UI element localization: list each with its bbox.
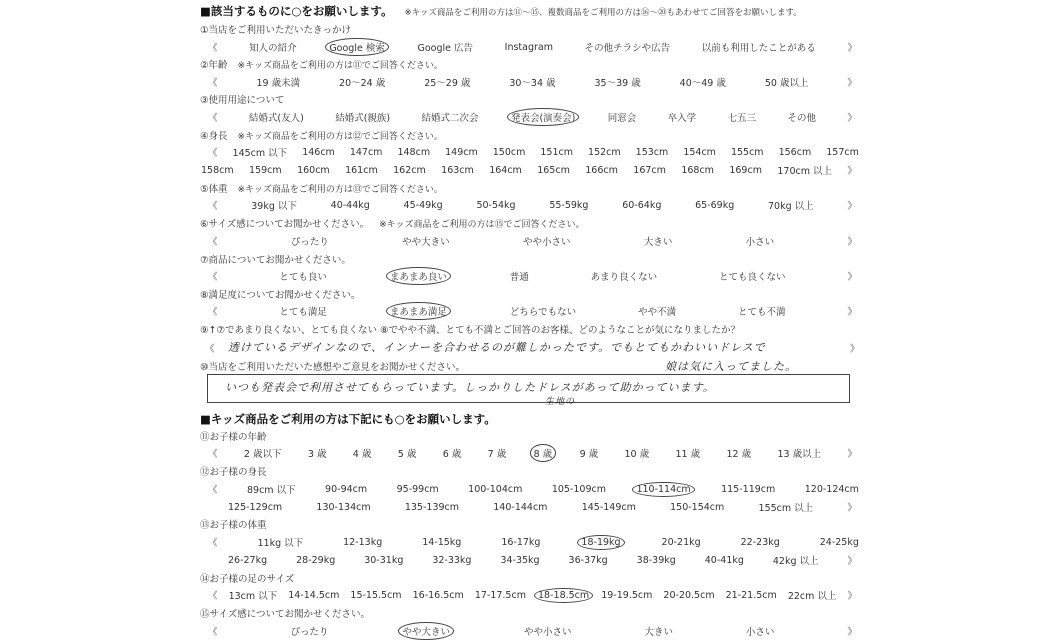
option-q7[interactable]: とても良くない [719,272,786,283]
option-q7-selected[interactable]: まあまあ良い [386,267,451,285]
option-q8[interactable]: やや不満 [638,307,677,318]
option-q2[interactable]: 20〜24 歳 [339,78,386,89]
option-q4[interactable]: 161cm [345,164,378,176]
option-q3-selected[interactable]: 発表会(演奏会) [507,108,579,126]
option-q13[interactable]: 32-33kg [432,554,472,566]
option-q4[interactable]: 164cm [489,164,522,176]
option-q5[interactable]: 65-69kg [695,199,735,211]
open-bracket: 《 [208,591,218,602]
q3-options-row [205,109,860,125]
q14-label [200,571,294,585]
q11-label [200,429,267,443]
q9-answer: 透けているデザインなので、インナーを合わせるのが難しかったです。でもとてもかわいいドレスで [228,341,766,354]
option-q2[interactable]: 19 歳未満 [256,78,301,89]
q6-note: ※キッズ商品をご利用の方は⑮でご回答ください。 [379,220,585,230]
q2-label-text: ②年齢 [200,60,228,71]
close-bracket: 》 [847,166,857,177]
q4-options-row [205,144,862,160]
q13-label-text: ⑬お子様の体重 [200,520,267,531]
option-q8[interactable]: とても満足 [279,307,327,318]
q8-options-row [205,303,860,319]
option-q4[interactable]: 155cm [730,146,764,158]
q9-label [200,322,740,336]
q12-label-text: ⑫お子様の身長 [200,467,267,478]
option-q12[interactable]: 130-134cm [316,501,371,513]
option-q8[interactable]: どちらでもない [509,307,577,318]
option-q14[interactable]: 21-21.5cm [725,589,777,601]
option-q11[interactable]: 7 歳 [487,449,507,460]
option-q5[interactable]: 39kg 以下 [251,201,297,212]
option-q1[interactable]: その他チラシや広告 [584,43,671,54]
option-q4[interactable]: 153cm [635,146,669,158]
option-q5[interactable]: 55-59kg [549,199,589,211]
option-q15[interactable]: ぴったり [290,627,329,638]
q8-label [200,287,360,301]
option-q5[interactable]: 50-54kg [476,199,516,211]
option-q1[interactable]: 知人の紹介 [249,43,297,54]
option-q5[interactable]: 40-44kg [330,199,370,211]
close-bracket: 》 [847,78,857,89]
option-q6[interactable]: 大きい [643,237,673,248]
open-bracket: 《 [208,485,218,496]
q7-label [200,252,351,266]
option-q12[interactable]: 120-124cm [804,483,859,495]
q15-label [200,606,370,620]
option-q4[interactable]: 163cm [441,164,474,176]
option-q6[interactable]: ぴったり [290,237,329,248]
option-q11[interactable]: 2 歳以下 [243,449,282,460]
option-q11[interactable]: 13 歳以上 [777,449,822,460]
option-q5[interactable]: 70kg 以上 [768,201,814,212]
option-q14[interactable]: 15-15.5cm [350,589,402,601]
option-q13[interactable]: 36-37kg [568,554,608,566]
option-q3[interactable]: 卒入学 [667,113,697,124]
option-q1[interactable]: 以前も利用したことがある [701,43,816,54]
open-bracket: 《 [208,43,218,54]
option-q4[interactable]: 156cm [778,146,812,158]
option-q4[interactable]: 145cm 以下 [232,148,288,159]
option-q12[interactable]: 140-144cm [493,501,548,513]
q2-options-row [205,74,860,90]
q4-label [200,128,443,142]
option-q14[interactable]: 13cm 以下 [228,591,278,602]
open-bracket: 《 [208,307,218,318]
q9-close-bracket: 》 [850,344,860,355]
q14-label-text: ⑭お子様の足のサイズ [200,574,295,585]
option-q11[interactable]: 5 歳 [397,449,417,460]
option-q4[interactable]: 152cm [588,146,621,158]
option-q12[interactable]: 89cm 以下 [246,485,296,496]
option-q2[interactable]: 25〜29 歳 [424,78,471,89]
option-q11[interactable]: 11 歳 [675,449,701,460]
option-q14[interactable]: 16-16.5cm [412,589,464,601]
option-q11[interactable]: 12 歳 [726,449,752,460]
q10-answer: いつも発表会で利用させてもらっています。しっかりしたドレスがあって助かっています。 [225,381,715,394]
open-bracket: 《 [208,113,218,124]
close-bracket: 》 [847,201,857,212]
option-q13[interactable]: 12-13kg [343,536,383,548]
q15-options-row [205,623,860,639]
q10-label [200,359,465,373]
option-q3[interactable]: 結婚式(友人) [248,113,304,124]
option-q4[interactable]: 166cm [585,164,618,176]
section-title [200,3,802,19]
close-bracket: 》 [847,591,857,602]
option-q13[interactable]: 42kg 以上 [772,556,819,567]
option-q7[interactable]: あまり良くない [590,272,658,283]
option-q13-selected[interactable]: 18-19kg [577,535,624,550]
option-q13[interactable]: 28-29kg [296,554,336,566]
q13-options-row [225,552,860,568]
close-bracket: 》 [847,237,857,248]
option-q6[interactable]: やや小さい [522,237,571,248]
option-q4[interactable]: 151cm [540,146,574,158]
title-note: ※キッズ商品をご利用の方は⑪〜⑮、複数商品をご利用の方は⑯〜⑳もあわせてご回答をお願いします。 [404,8,802,18]
option-q4[interactable]: 150cm [492,146,526,158]
option-q1-selected[interactable]: Google 検索 [325,38,389,56]
option-q4[interactable]: 154cm [683,146,716,158]
q6-label-text: ⑥サイズ感についてお聞かせください。 [200,219,370,230]
open-bracket: 《 [208,449,218,460]
q2-note: ※キッズ商品をご利用の方は⑪でご回答ください。 [237,61,443,71]
close-bracket: 》 [847,272,857,283]
option-q13[interactable]: 11kg 以下 [257,538,304,549]
close-bracket: 》 [847,627,857,638]
option-q8-selected[interactable]: まあまあ満足 [386,302,451,320]
open-bracket: 《 [208,538,218,549]
open-bracket: 《 [208,78,218,89]
q7-label-text: ⑦商品についてお聞かせください。 [200,255,351,266]
q14-options-row [205,587,860,603]
option-q15[interactable]: 小さい [745,627,775,638]
option-q11-selected[interactable]: 8 歳 [530,444,557,462]
q1-options-row [205,39,860,55]
q4-note: ※キッズ商品をご利用の方は⑫でご回答ください。 [237,132,443,142]
q6-label [200,216,584,230]
q10-label-text: ⑩当店をご利用いただいた感想やご意見をお聞かせください。 [200,362,466,373]
option-q2[interactable]: 50 歳以上 [764,78,809,89]
option-q12[interactable]: 150-154cm [670,501,725,513]
q5-label-text: ⑤体重 [200,184,228,195]
option-q15[interactable]: 大きい [644,627,673,638]
option-q13[interactable]: 38-39kg [636,554,676,566]
option-q4[interactable]: 146cm [302,146,335,158]
option-q13[interactable]: 22-23kg [740,536,780,548]
option-q12-selected[interactable]: 110-114cm [632,482,694,497]
option-q13[interactable]: 40-41kg [704,554,744,566]
close-bracket: 》 [847,503,857,514]
option-q12[interactable]: 145-149cm [581,501,636,513]
q1-label [200,22,351,36]
option-q4[interactable]: 162cm [393,164,426,176]
option-q4[interactable]: 169cm [729,164,762,176]
q8-label-text: ⑧満足度についてお聞かせください。 [200,290,361,301]
option-q5[interactable]: 45-49kg [403,199,443,211]
option-q6[interactable]: やや大きい [402,237,450,248]
option-q4[interactable]: 160cm [297,164,330,176]
q6-options-row [205,233,860,249]
option-q3[interactable]: 結婚式(親族) [335,113,391,124]
option-q11[interactable]: 10 歳 [624,449,650,460]
q5-label [200,181,443,195]
q11-options-row [205,445,860,461]
open-bracket: 《 [208,201,218,212]
open-bracket: 《 [208,237,218,248]
q7-options-row [205,268,860,284]
option-q12[interactable]: 90-94cm [325,483,368,495]
q5-options-row [205,197,860,213]
close-bracket: 》 [847,449,857,460]
option-q3[interactable]: その他 [787,113,816,124]
open-bracket: 《 [208,148,218,159]
option-q11[interactable]: 9 歳 [579,449,599,460]
option-q12[interactable]: 100-104cm [468,483,523,495]
option-q11[interactable]: 6 歳 [442,449,462,460]
q4-options-row [198,162,860,178]
option-q11[interactable]: 3 歳 [307,449,327,460]
option-q15-selected[interactable]: やや大きい [398,622,454,640]
q3-label [200,92,284,106]
option-q3[interactable]: 七五三 [727,113,757,124]
open-bracket: 《 [208,272,218,283]
option-q13[interactable]: 30-31kg [364,554,404,566]
close-bracket: 》 [847,113,857,124]
option-q6[interactable]: 小さい [745,237,775,248]
option-q12[interactable]: 125-129cm [228,501,283,513]
option-q15[interactable]: やや小さい [523,627,572,638]
q12-options-row [225,499,860,515]
close-bracket: 》 [847,556,857,567]
option-q1[interactable]: Instagram [504,41,553,53]
option-q14[interactable]: 22cm 以上 [787,591,837,602]
q13-options-row [205,534,862,550]
option-q12[interactable]: 115-119cm [721,483,776,495]
kids-section-title: ■キッズ商品をご利用の方は下記にも○をお願いします。 [200,412,496,426]
option-q12[interactable]: 95-99cm [396,483,439,495]
option-q12[interactable]: 105-109cm [551,483,606,495]
option-q4[interactable]: 170cm 以上 [777,166,833,177]
option-q13[interactable]: 24-25kg [819,536,859,548]
option-q8[interactable]: とても不満 [738,307,786,318]
option-q14[interactable]: 19-19.5cm [601,589,653,601]
option-q4[interactable]: 149cm [445,146,478,158]
option-q2[interactable]: 35〜39 歳 [594,78,641,89]
q4-label-text: ④身長 [200,131,228,142]
option-q12[interactable]: 135-139cm [404,501,460,513]
option-q4[interactable]: 148cm [397,146,431,158]
option-q2[interactable]: 30〜34 歳 [509,78,556,89]
q9-label-text: ⑨↑⑦であまり良くない、とても良くない ⑧でやや不満、とても不満とご回答のお客様、どのようなことが気になりましたか？ [200,325,741,336]
close-bracket: 》 [847,43,857,54]
option-q13[interactable]: 16-17kg [501,536,541,548]
q9-open-bracket: 《 [205,344,215,355]
option-q4[interactable]: 159cm [249,164,282,176]
option-q4[interactable]: 165cm [537,164,570,176]
option-q13[interactable]: 20-21kg [661,536,701,548]
open-bracket: 《 [208,627,218,638]
option-q11[interactable]: 4 歳 [352,449,372,460]
q3-label-text: ③使用用途について [200,95,285,106]
q5-note: ※キッズ商品をご利用の方は⑬でご回答ください。 [237,185,443,195]
q13-label [200,517,267,531]
option-q4[interactable]: 157cm [826,146,859,158]
option-q13[interactable]: 14-15kg [422,536,462,548]
option-q14[interactable]: 14-14.5cm [288,589,340,601]
q12-options-row [205,481,862,497]
title-text: ■該当するものに○をお願いします。 [200,4,393,18]
close-bracket: 》 [847,307,857,318]
option-q2[interactable]: 40〜49 歳 [679,78,726,89]
option-q1[interactable]: Google 広告 [417,43,474,54]
option-q4[interactable]: 167cm [633,164,666,176]
option-q4[interactable]: 158cm [201,164,234,176]
option-q5[interactable]: 60-64kg [622,199,662,211]
option-q14-selected[interactable]: 18-18.5cm [534,588,593,603]
q11-label-text: ⑪お子様の年齢 [200,432,267,443]
option-q3[interactable]: 同窓会 [607,113,637,124]
q2-label [200,57,443,71]
q15-label-text: ⑮サイズ感についてお聞かせください。 [200,609,371,620]
option-q14[interactable]: 17-17.5cm [474,589,526,601]
option-q4[interactable]: 147cm [349,146,383,158]
q12-label [200,464,267,478]
option-q12[interactable]: 155cm 以上 [758,503,814,514]
option-q7[interactable]: とても良い [279,272,327,283]
option-q7[interactable]: 普通 [509,272,529,283]
option-q13[interactable]: 34-35kg [500,554,540,566]
q1-label-text: ①当店をご利用いただいたきっかけ [200,25,352,36]
option-q4[interactable]: 168cm [681,164,714,176]
option-q13[interactable]: 26-27kg [228,554,268,566]
q10-answer-insert: 生地の [545,397,576,407]
q9-answer-continued: 娘は気に入ってました。 [665,360,797,373]
option-q14[interactable]: 20-20.5cm [663,589,715,601]
option-q3[interactable]: 結婚式二次会 [421,113,479,124]
